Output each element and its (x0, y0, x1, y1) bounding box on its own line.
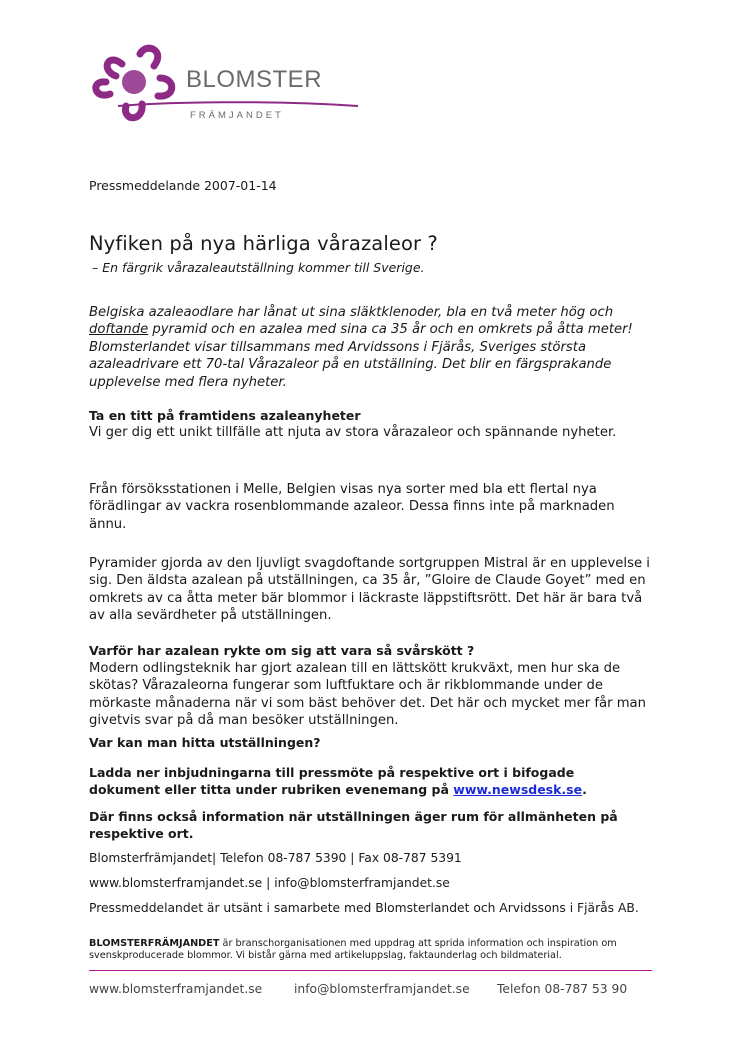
organization-description (89, 938, 659, 963)
intro-paragraph (89, 304, 649, 391)
organization-text: är branschorganisationen med uppdrag att sprida information och inspiration om svenskproducerade blommor. Vi bistår gärna med artikeluppslag, faktaunderlag och bildmaterial. (89, 938, 617, 962)
page-title: Nyfiken på nya härliga vårazaleor ? (89, 232, 438, 255)
section-heading-difficult-care: Varför har azalean rykte om sig att vara så svårskött ? (89, 643, 475, 658)
logo-wordmark: BLOMSTER (186, 66, 323, 93)
section-paragraph-1: Vi ger dig ett unikt tillfälle att njuta av stora vårazaleor och spännande nyheter. (89, 425, 617, 440)
page-subtitle: – En färgrik vårazaleautställning kommer till Sverige. (92, 260, 425, 275)
contact-web-line: www.blomsterframjandet.se | info@blomsterframjandet.se (89, 876, 450, 890)
section-paragraph-3: Pyramider gjorda av den ljuvligt svagdoftande sortgruppen Mistral är en upplevelse i sig. Den äldsta azalean på utställningen, ca 35 år, ”Gloire de Claude Goyet” med en omkrets av ca åtta meter bär blommor i läckraste läppstiftsrött. Det här är bara två av alla sevärdheter på utställningen. (89, 556, 650, 624)
organization-name: BLOMSTERFRÄMJANDET (89, 938, 220, 949)
download-text-end: . (582, 782, 587, 797)
footer-phone: Telefon 08-787 53 90 (497, 982, 628, 996)
download-text: Ladda ner inbjudningarna till pressmöte på respektive ort i bifogade dokument eller titta under rubriken evenemang på (89, 765, 575, 797)
cooperation-note: Pressmeddelandet är utsänt i samarbete med Blomsterlandet och Arvidssons i Fjärås AB. (89, 901, 639, 915)
section-heading-where: Var kan man hitta utställningen? (89, 735, 321, 750)
press-release-date: Pressmeddelande 2007-01-14 (89, 178, 277, 193)
footer-email: info@blomsterframjandet.se (294, 982, 470, 996)
section-heading-azalea-news: Ta en titt på framtidens azaleanyheter (89, 408, 361, 423)
blomsterframjandet-logo (88, 44, 368, 124)
section-paragraph-4: Modern odlingsteknik har gjort azalean till en lättskött krukväxt, men hur ska de skötas? Vårazaleorna fungerar som luftfuktare och är rikblommande under de mörkaste månaderna när vi som bäst behöver det. Det här och mycket mer får man givetvis svar på då man besöker utställningen. (89, 661, 646, 729)
footer-website: www.blomsterframjandet.se (89, 982, 263, 996)
public-info-paragraph: Där finns också information när utställningen äger rum för allmänheten på respektive ort. (89, 809, 618, 841)
newsdesk-link[interactable]: www.newsdesk.se (453, 782, 583, 797)
download-invitations-paragraph (89, 764, 649, 798)
section-paragraph-2: Från försöksstationen i Melle, Belgien visas nya sorter med bla ett flertal nya förädlingar av vackra rosenblommande azaleor. Dessa finns inte på marknaden ännu. (89, 482, 615, 532)
intro-underlined-word: doftande (89, 322, 149, 338)
intro-text-1: Belgiska azaleaodlare har lånat ut sina släktklenoder, bla en två meter hög och (89, 305, 614, 320)
logo-subtitle: FRÄMJANDET (190, 110, 284, 121)
contact-phone-line: Blomsterfrämjandet| Telefon 08-787 5390 | Fax 08-787 5391 (89, 851, 462, 865)
intro-text-2: pyramid och en azalea med sina ca 35 år och en omkrets på åtta meter! Blomsterlandet visar tillsammans med Arvidssons i Fjärås, Sveriges största azaleadrivare ett 70-tal Vårazaleor på en utställning. Det blir en färgsprakande upplevelse med flera nyheter. (89, 322, 633, 390)
footer-divider (89, 970, 652, 971)
